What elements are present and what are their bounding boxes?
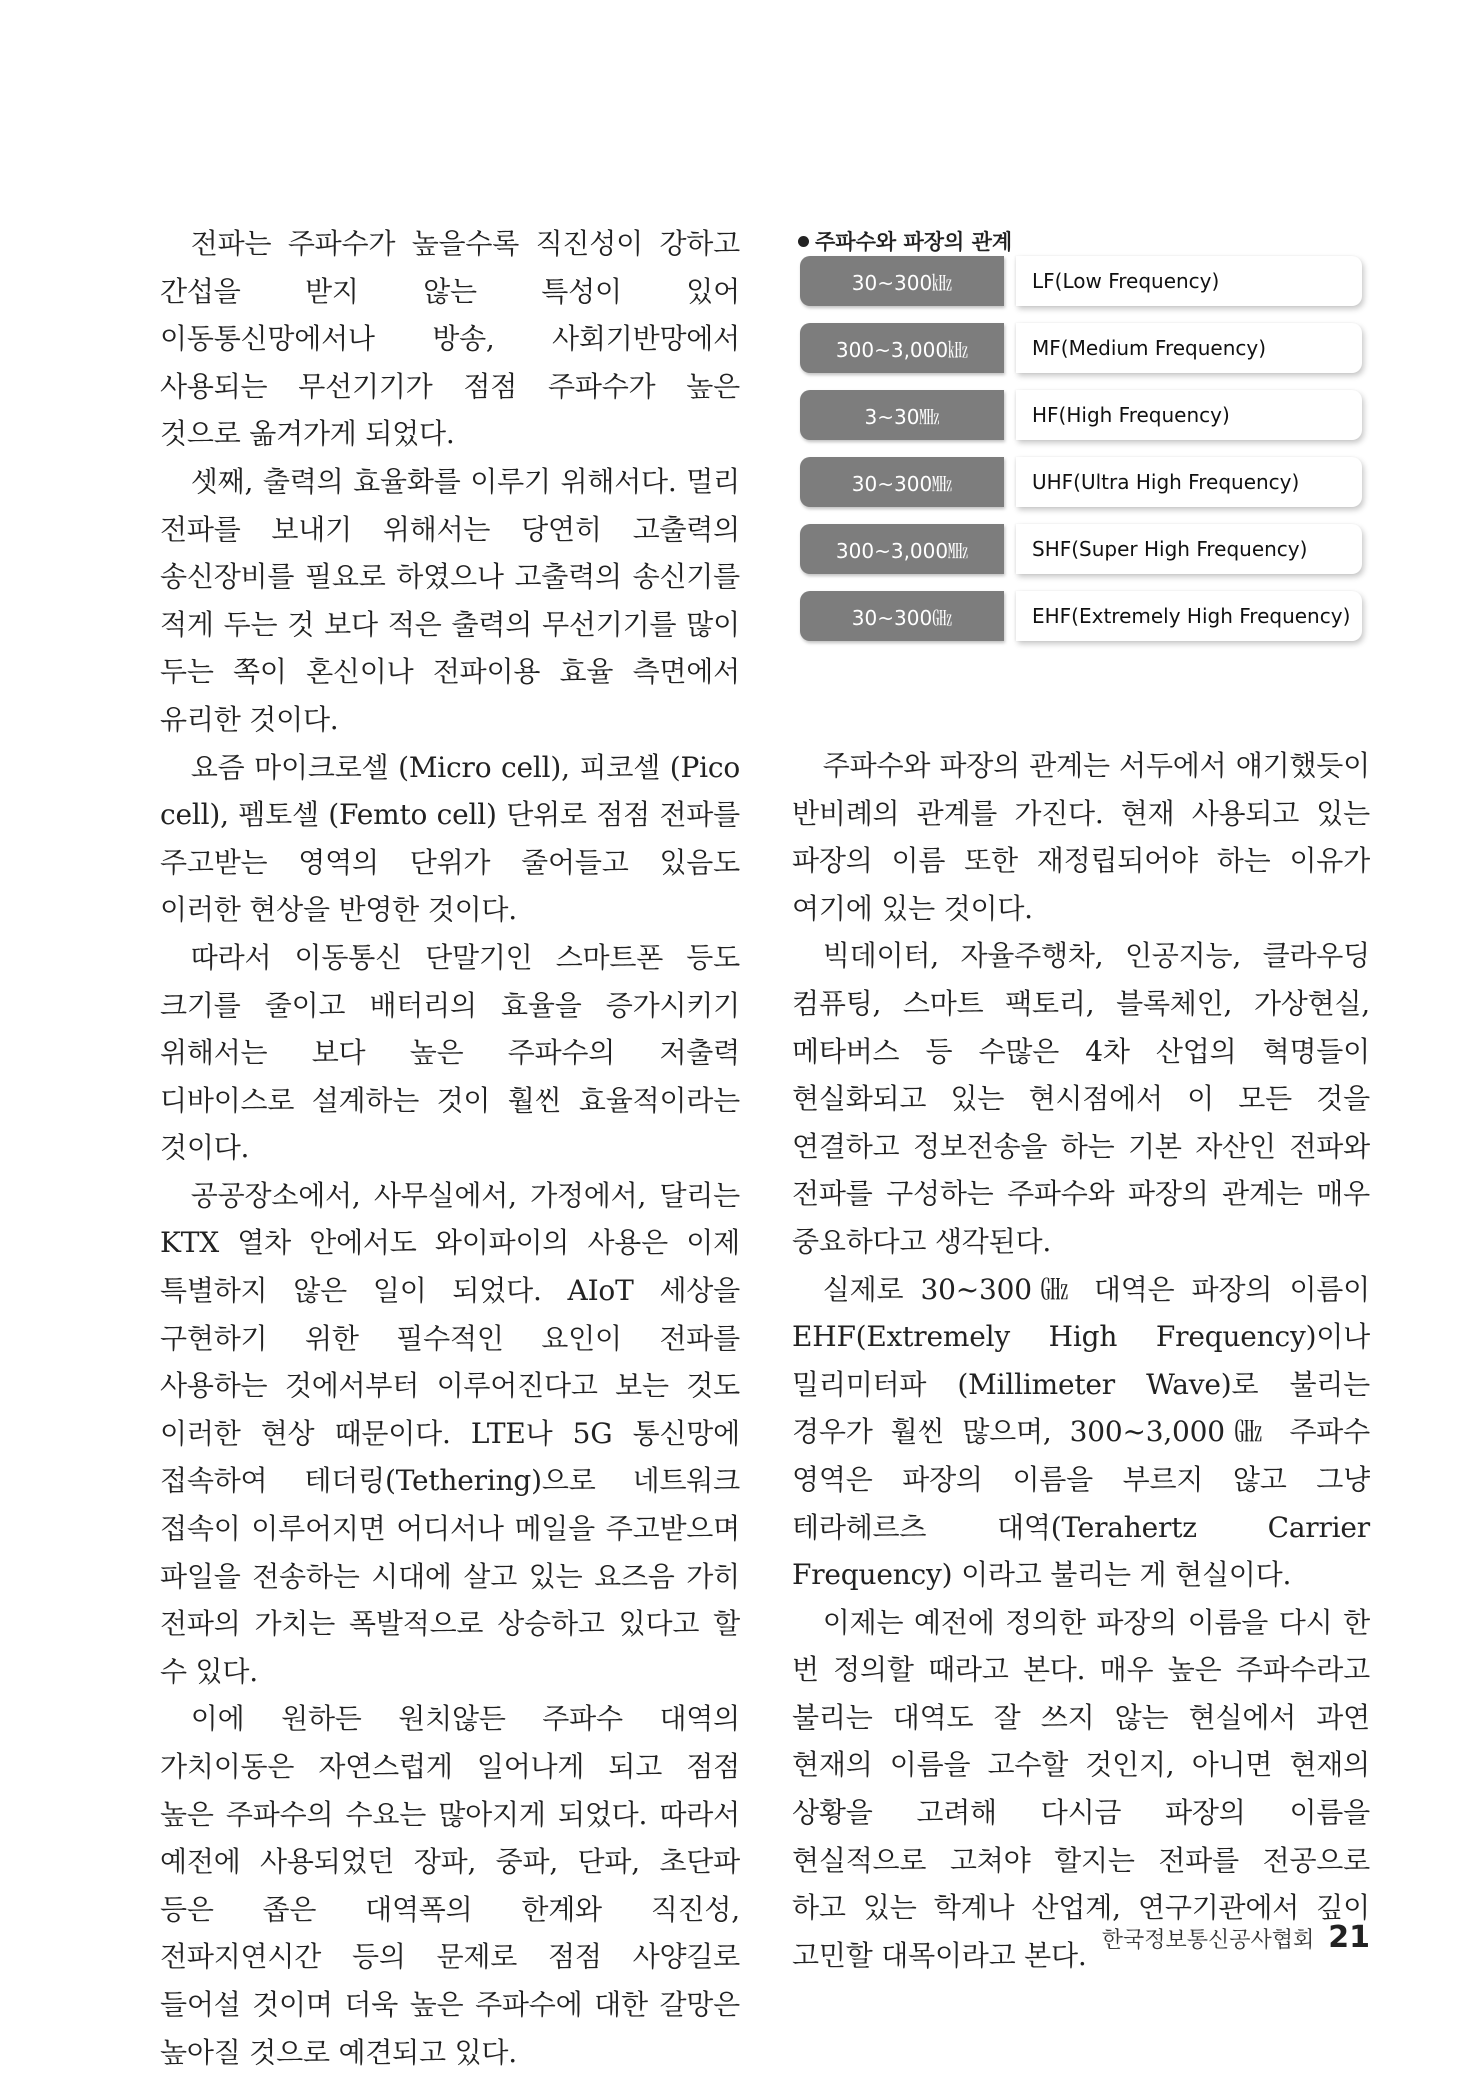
figure-title-text: 주파수와 파장의 관계 xyxy=(815,230,1013,254)
body-paragraph: 이에 원하든 원치않든 주파수 대역의 가치이동은 자연스럽게 일어나게 되고 점점 높은 주파수의 수요는 많아지게 되었다. 따라서 예전에 사용되었던 장파, 중파, 단파, 초단파 등은 좁은 대역폭의 한계와 직진성, 전파지연시간 등의 문제로 점점 사양길로 들어설 것이며 더욱 높은 주파수에 대한 갈망은 높아질 것으로 예견되고 있다. xyxy=(160,1702,740,2069)
page-footer xyxy=(1102,1920,1370,1955)
right-text-column xyxy=(792,742,1370,1979)
band-range: 300~3,000㎒ xyxy=(800,524,1004,574)
band-range: 30~300㎒ xyxy=(800,457,1004,507)
body-paragraph: 실제로 30~300㎓ 대역은 파장의 이름이 EHF(Extremely High Frequency)이나 밀리미터파 (Millimeter Wave)로 불리는 경우가 훨씬 많으며, 300~3,000㎓ 주파수 영역은 파장의 이름을 부르지 않고 그냥 테라헤르츠 대역(Terahertz Carrier Frequency) 이라고 불리는 게 현실이다. xyxy=(792,1272,1370,1592)
band-range: 3~30㎒ xyxy=(800,390,1004,440)
band-range: 30~300㎑ xyxy=(800,256,1004,306)
body-paragraph: 전파는 주파수가 높을수록 직진성이 강하고 간섭을 받지 않는 특성이 있어 이동통신망에서나 방송, 사회기반망에서 사용되는 무선기기가 점점 주파수가 높은 것으로 옮겨가게 되었다. xyxy=(160,227,740,451)
frequency-row xyxy=(796,591,1372,643)
page-number: 21 xyxy=(1328,1920,1370,1955)
body-paragraph: 공공장소에서, 사무실에서, 가정에서, 달리는 KTX 열차 안에서도 와이파이의 사용은 이제 특별하지 않은 일이 되었다. AIoT 세상을 구현하기 위한 필수적인 요인이 전파를 사용하는 것에서부터 이루어진다고 보는 것도 이러한 현상 때문이다. LTE나 5G 통신망에 접속하여 테더링(Tethering)으로 네트워크 접속이 이루어지면 어디서나 메일을 주고받으며 파일을 전송하는 시대에 살고 있는 요즈음 가히 전파의 가치는 폭발적으로 상승하고 있다고 할 수 있다. xyxy=(160,1178,740,1688)
frequency-row xyxy=(796,256,1372,308)
body-paragraph: 이제는 예전에 정의한 파장의 이름을 다시 한 번 정의할 때라고 본다. 매우 높은 주파수라고 불리는 대역도 잘 쓰지 않는 현실에서 과연 현재의 이름을 고수할 것인지, 아니면 현재의 상황을 고려해 다시금 파장의 이름을 현실적으로 고쳐야 할지는 전파를 전공으로 하고 있는 학계나 산업계, 연구기관에서 깊이 고민할 대목이라고 본다. xyxy=(792,1605,1370,1972)
left-text-column xyxy=(160,220,740,2076)
body-paragraph: 셋째, 출력의 효율화를 이루기 위해서다. 멀리 전파를 보내기 위해서는 당연히 고출력의 송신장비를 필요로 하였으나 고출력의 송신기를 적게 두는 것 보다 적은 출력의 무선기기를 많이 두는 쪽이 혼신이나 전파이용 효율 측면에서 유리한 것이다. xyxy=(160,464,740,736)
band-name: LF(Low Frequency) xyxy=(1016,256,1362,306)
footer-organization: 한국정보통신공사협회 xyxy=(1101,1928,1315,1953)
band-name: SHF(Super High Frequency) xyxy=(1016,524,1362,574)
frequency-row xyxy=(796,323,1372,375)
frequency-row xyxy=(796,390,1372,442)
band-range: 300~3,000㎑ xyxy=(800,323,1004,373)
figure-title xyxy=(798,226,1372,256)
frequency-row xyxy=(796,524,1372,576)
frequency-table-figure xyxy=(796,226,1372,658)
band-range: 30~300㎓ xyxy=(800,591,1004,641)
body-paragraph: 요즘 마이크로셀 (Micro cell), 피코셀 (Pico cell), 펨토셀 (Femto cell) 단위로 점점 전파를 주고받는 영역의 단위가 줄어들고 있음도 이러한 현상을 반영한 것이다. xyxy=(160,750,740,927)
band-name: HF(High Frequency) xyxy=(1016,390,1362,440)
body-paragraph: 따라서 이동통신 단말기인 스마트폰 등도 크기를 줄이고 배터리의 효율을 증가시키기 위해서는 보다 높은 주파수의 저출력 디바이스로 설계하는 것이 훨씬 효율적이라는 것이다. xyxy=(160,940,740,1165)
frequency-row xyxy=(796,457,1372,509)
band-name: EHF(Extremely High Frequency) xyxy=(1016,591,1362,641)
bullet-icon xyxy=(798,236,809,247)
body-paragraph: 빅데이터, 자율주행차, 인공지능, 클라우딩 컴퓨팅, 스마트 팩토리, 블록체인, 가상현실, 메타버스 등 수많은 4차 산업의 혁명들이 현실화되고 있는 현시점에서 이 모든 것을 연결하고 정보전송을 하는 기본 자산인 전파와 전파를 구성하는 주파수와 파장의 관계는 매우 중요하다고 생각된다. xyxy=(792,939,1370,1258)
body-paragraph: 주파수와 파장의 관계는 서두에서 얘기했듯이 반비례의 관계를 가진다. 현재 사용되고 있는 파장의 이름 또한 재정립되어야 하는 이유가 여기에 있는 것이다. xyxy=(792,749,1370,925)
band-name: UHF(Ultra High Frequency) xyxy=(1016,457,1362,507)
band-name: MF(Medium Frequency) xyxy=(1016,323,1362,373)
